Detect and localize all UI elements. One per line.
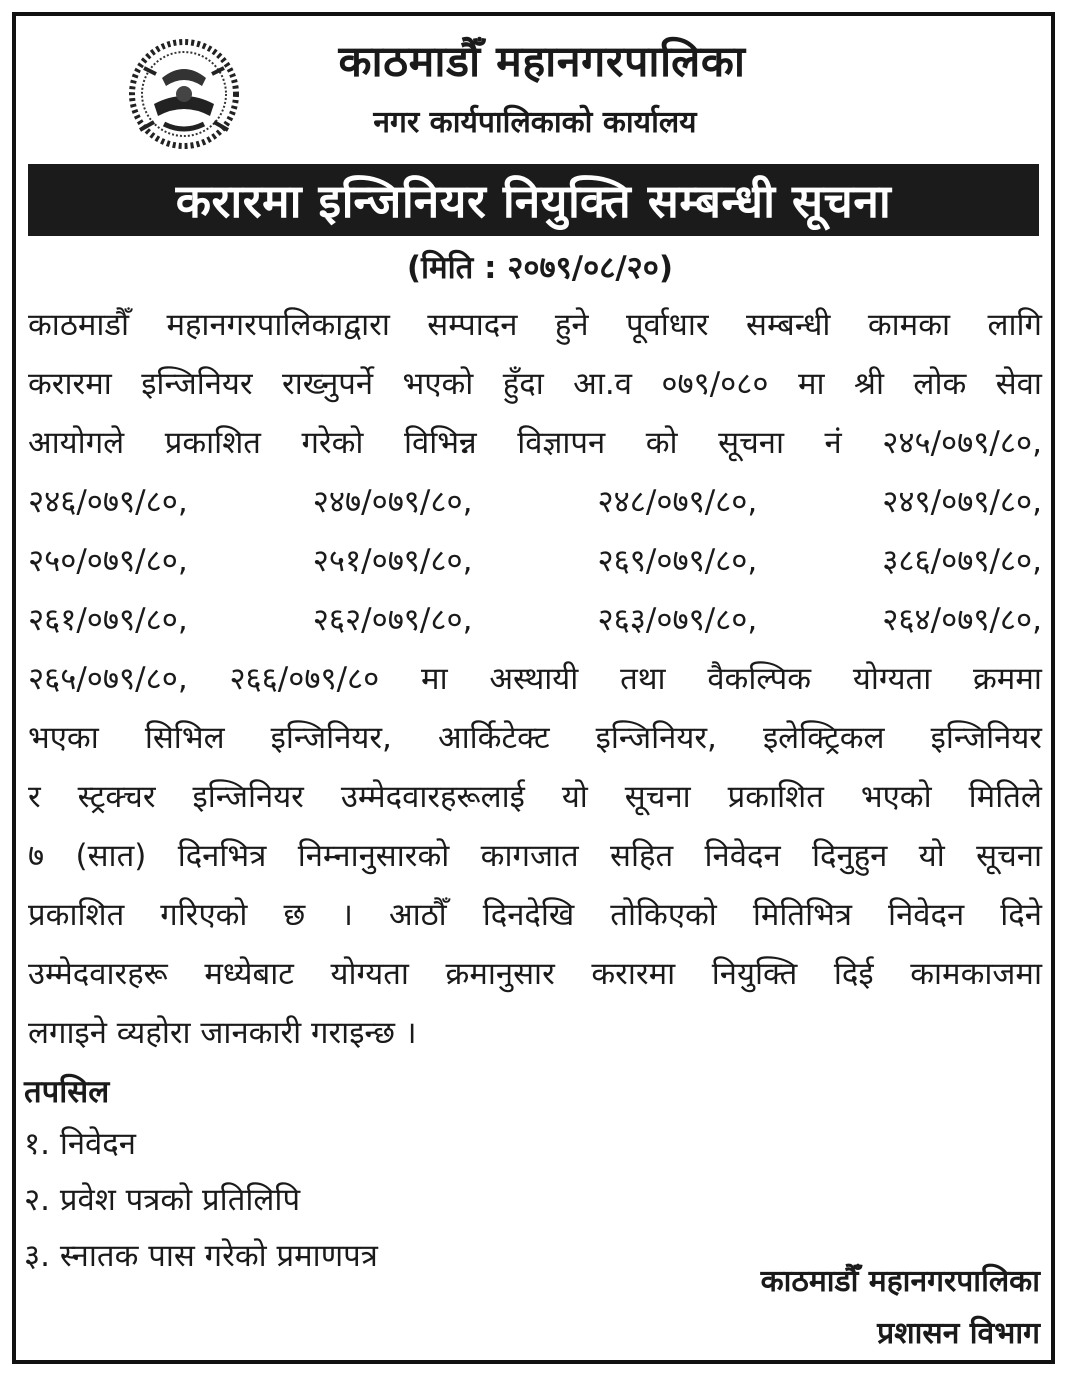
word: तोकिएको xyxy=(610,897,717,933)
word: दिने xyxy=(1000,897,1042,933)
word: श्री xyxy=(854,366,884,402)
word: सम्बन्धी xyxy=(746,307,831,343)
word: आ.व xyxy=(573,366,632,402)
signature-department: प्रशासन विभाग xyxy=(877,1316,1040,1351)
body-line xyxy=(28,945,1042,1004)
word: हुने xyxy=(554,307,589,343)
notice-title: करारमा इन्जिनियर नियुक्ति सम्बन्धी सूचना xyxy=(175,174,892,228)
municipality-emblem-icon xyxy=(124,38,244,150)
notice-number: २६२/०७९/८०, xyxy=(312,602,473,638)
word: कागजात xyxy=(480,838,579,874)
body-line xyxy=(28,827,1042,886)
word: सेवा xyxy=(995,366,1042,402)
word: कामकाजमा xyxy=(910,956,1042,992)
body-line xyxy=(28,1004,1042,1063)
notice-number: २५१/०७९/८०, xyxy=(312,543,473,579)
word: निवेदन xyxy=(888,897,965,933)
word: र xyxy=(28,779,41,815)
notice-number: २६१/०७९/८०, xyxy=(28,602,188,638)
word: वैकल्पिक xyxy=(707,661,812,697)
list-item: ३. स्नातक पास गरेको प्रमाणपत्र xyxy=(24,1238,378,1274)
word: इलेक्ट्रिकल xyxy=(762,720,885,756)
word: २४५/०७९/८०, xyxy=(882,425,1042,461)
notice-number: २४८/०७९/८०, xyxy=(597,484,758,520)
word: इन्जिनियर xyxy=(930,720,1042,756)
word: ०७९/०८० xyxy=(661,366,769,402)
body-line xyxy=(28,709,1042,768)
word: मा xyxy=(421,661,448,697)
word: आर्किटेक्ट xyxy=(437,720,550,756)
word: सम्पादन xyxy=(427,307,518,343)
word: योग्यता xyxy=(852,661,932,697)
word: लागि xyxy=(987,307,1042,343)
word: सिभिल xyxy=(144,720,225,756)
word: निम्नानुसारको xyxy=(297,838,450,874)
word: आयोगले xyxy=(28,425,125,461)
word: सूचना xyxy=(976,838,1042,874)
word: सहित xyxy=(610,838,674,874)
word: । xyxy=(341,897,353,933)
word: यो xyxy=(561,779,588,815)
word: आठौँ xyxy=(388,897,447,933)
body-line xyxy=(28,414,1042,473)
body-line xyxy=(28,768,1042,827)
word: भएका xyxy=(28,720,99,756)
word: विभिन्न xyxy=(403,425,477,461)
body-line xyxy=(28,650,1042,709)
word: (सात) xyxy=(75,838,147,874)
word: क्रममा xyxy=(972,661,1042,697)
word: २६५/०७९/८०, xyxy=(28,661,188,697)
word: ७ xyxy=(28,838,45,874)
word: मध्येबाट xyxy=(204,956,294,992)
word: इन्जिनियर xyxy=(192,779,304,815)
word: दिई xyxy=(833,956,874,992)
body-line-text: लगाइने व्यहोरा जानकारी गराइन्छ । xyxy=(28,1015,417,1051)
org-name: काठमाडौँ महानगरपालिका xyxy=(338,37,746,87)
word: भएको xyxy=(402,366,474,402)
word: नियुक्ति xyxy=(711,956,798,992)
list-item: २. प्रवेश पत्रको प्रतिलिपि xyxy=(24,1182,301,1218)
list-item: १. निवेदन xyxy=(24,1126,136,1162)
word: इन्जिनियर, xyxy=(595,720,717,756)
word: मितिभित्र xyxy=(752,897,853,933)
notice-number: २६३/०७९/८०, xyxy=(597,602,758,638)
office-name: नगर कार्यपालिकाको कार्यालय xyxy=(373,105,697,140)
word: लोक xyxy=(913,366,967,402)
word: करारमा xyxy=(28,366,112,402)
word: प्रकाशित xyxy=(727,779,824,815)
word: महानगरपालिकाद्वारा xyxy=(166,307,390,343)
word: राख्नुपर्ने xyxy=(282,366,374,402)
word: मितिले xyxy=(968,779,1042,815)
word: दिनदेखि xyxy=(482,897,575,933)
word: उम्मेदवारहरू xyxy=(28,956,168,992)
word: यो xyxy=(918,838,945,874)
word: इन्जिनियर, xyxy=(270,720,392,756)
word: प्रकाशित xyxy=(28,897,125,933)
word: हुँदा xyxy=(502,366,544,402)
notice-number-row xyxy=(28,473,1042,532)
word: इन्जिनियर xyxy=(141,366,253,402)
word: को xyxy=(645,425,678,461)
word: काठमाडौँ xyxy=(28,307,130,343)
notice-title-banner xyxy=(28,164,1039,236)
word: सूचना xyxy=(624,779,691,815)
word: योग्यता xyxy=(330,956,409,992)
word: उम्मेदवारहरूलाई xyxy=(340,779,525,815)
body-line xyxy=(28,886,1042,945)
notice-body xyxy=(28,296,1042,1063)
notice-number: २४७/०७९/८०, xyxy=(312,484,473,520)
word: दिनभित्र xyxy=(177,838,267,874)
notice-number: ३८६/०७९/८०, xyxy=(882,543,1042,579)
word: छ xyxy=(283,897,306,933)
notice-number: २६४/०७९/८०, xyxy=(882,602,1042,638)
body-line xyxy=(28,355,1042,414)
word: २६६/०७९/८० xyxy=(229,661,380,697)
word: गरिएको xyxy=(160,897,248,933)
word: पूर्वाधार xyxy=(625,307,709,343)
signature-block xyxy=(761,1256,1040,1360)
word: भएको xyxy=(860,779,932,815)
word: विज्ञापन xyxy=(517,425,606,461)
word: क्रमानुसार xyxy=(445,956,555,992)
word: नं xyxy=(824,425,842,461)
word: स्ट्रक्चर xyxy=(77,779,156,815)
word: कामका xyxy=(867,307,951,343)
required-documents-list xyxy=(24,1116,378,1284)
body-line xyxy=(28,296,1042,355)
notice-number: २५०/०७९/८०, xyxy=(28,543,188,579)
word: सूचना xyxy=(718,425,784,461)
word: मा xyxy=(797,366,825,402)
notice-number: २६९/०७९/८०, xyxy=(597,543,758,579)
notice-number-row xyxy=(28,532,1042,591)
details-heading: तपसिल xyxy=(24,1074,110,1110)
word: अस्थायी xyxy=(489,661,579,697)
word: गरेको xyxy=(301,425,364,461)
notice-number-row xyxy=(28,591,1042,650)
word: दिनुहुन xyxy=(812,838,888,874)
notice-number: २४६/०७९/८०, xyxy=(28,484,188,520)
word: तथा xyxy=(620,661,666,697)
word: करारमा xyxy=(591,956,676,992)
notice-number: २४९/०७९/८०, xyxy=(882,484,1042,520)
word: निवेदन xyxy=(704,838,781,874)
notice-date: (मिति : २०७९/०८/२०) xyxy=(406,250,674,286)
signature-org: काठमाडौँ महानगरपालिका xyxy=(760,1264,1040,1299)
word: प्रकाशित xyxy=(164,425,261,461)
